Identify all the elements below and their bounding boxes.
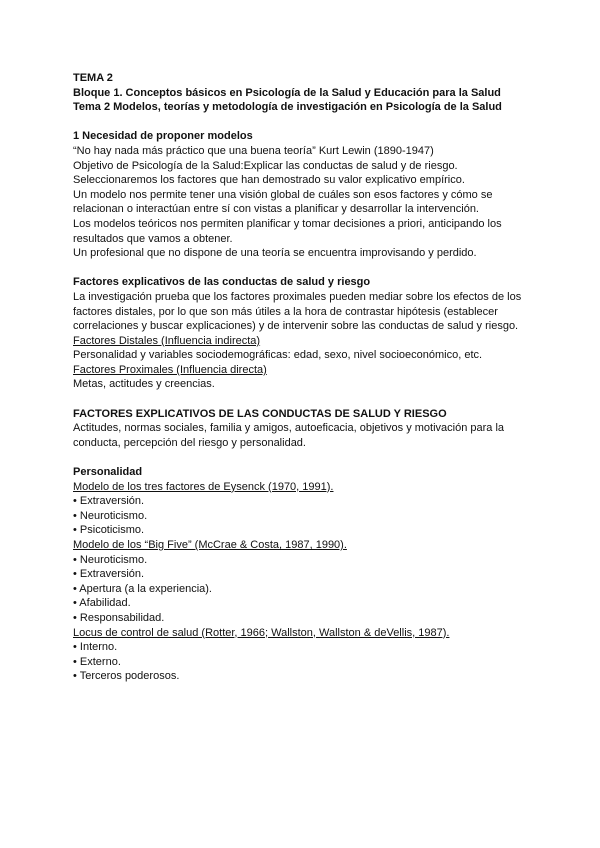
- spacer: [73, 392, 543, 407]
- spacer: [73, 261, 543, 276]
- list-item: • Externo.: [73, 655, 121, 668]
- paragraph-line: factores distales, por lo que son más útiles a la hora de contrastar hipótesis (establecer: [73, 305, 498, 318]
- section-heading-factores-upper: FACTORES EXPLICATIVOS DE LAS CONDUCTAS DE SALUD Y RIESGO: [73, 407, 447, 420]
- list-item: • Responsabilidad.: [73, 611, 165, 624]
- section-heading-modelos: 1 Necesidad de proponer modelos: [73, 130, 253, 143]
- paragraph-line: Un profesional que no dispone de una teoría se encuentra improvisando y perdido.: [73, 247, 477, 260]
- spacer: [73, 450, 543, 465]
- document-body: [73, 71, 543, 684]
- spacer: [73, 115, 543, 130]
- bigfive-label: Modelo de los “Big Five” (McCrae & Costa, 1987, 1990).: [73, 539, 347, 551]
- paragraph-line: relacionan o interactúan entre sí con vistas a planificar y desarrollar la intervención.: [73, 203, 479, 216]
- paragraph-line: “No hay nada más práctico que una buena teoría” Kurt Lewin (1890-1947): [73, 144, 434, 157]
- tema-subtitle: Tema 2 Modelos, teorías y metodología de investigación en Psicología de la Salud: [73, 101, 502, 114]
- paragraph-line: Actitudes, normas sociales, familia y amigos, autoeficacia, objetivos y motivación para la: [73, 422, 505, 435]
- section-heading-personalidad: Personalidad: [73, 466, 143, 479]
- paragraph-line: La investigación prueba que los factores proximales pueden mediar sobre los efectos de los: [73, 290, 522, 303]
- list-item: • Neuroticismo.: [73, 553, 148, 566]
- distales-text: Personalidad y variables sociodemográficas: edad, sexo, nivel socioeconómico, etc.: [73, 349, 483, 362]
- paragraph-line: Seleccionaremos los factores que han demostrado su valor explicativo empírico.: [73, 174, 465, 187]
- list-item: • Interno.: [73, 641, 118, 654]
- distales-label: Factores Distales (Influencia indirecta): [73, 334, 261, 347]
- locus-label: Locus de control de salud (Rotter, 1966; Wallston, Wallston & deVellis, 1987).: [73, 626, 450, 639]
- paragraph-line: Un modelo nos permite tener una visión global de cuáles son esos factores y cómo se: [73, 188, 493, 201]
- bloque-title: Bloque 1. Conceptos básicos en Psicología de la Salud y Educación para la Salud: [73, 86, 501, 99]
- list-item: • Apertura (a la experiencia).: [73, 582, 212, 595]
- paragraph-line: Objetivo de Psicología de la Salud:Explicar las conductas de salud y de riesgo.: [73, 159, 458, 172]
- list-item: • Psicoticismo.: [73, 524, 145, 537]
- section-heading-factores: Factores explicativos de las conductas de salud y riesgo: [73, 276, 371, 289]
- paragraph-line: resultados que vamos a obtener.: [73, 232, 233, 245]
- paragraph-line: Los modelos teóricos nos permiten planificar y tomar decisiones a priori, anticipando los: [73, 217, 502, 230]
- paragraph-line: correlaciones y buscar explicaciones) y de intervenir sobre las conductas de salud y riesgo.: [73, 320, 519, 333]
- eysenck-label: Modelo de los tres factores de Eysenck (1970, 1991).: [73, 480, 334, 493]
- paragraph-line: conducta, percepción del riesgo y personalidad.: [73, 436, 306, 449]
- proximales-text: Metas, actitudes y creencias.: [73, 378, 215, 391]
- list-item: • Neuroticismo.: [73, 509, 148, 522]
- proximales-label: Factores Proximales (Influencia directa): [73, 363, 267, 376]
- list-item: • Extraversión.: [73, 568, 145, 581]
- tema-title: TEMA 2: [73, 72, 113, 84]
- list-item: • Extraversión.: [73, 495, 145, 508]
- list-item: • Terceros poderosos.: [73, 670, 180, 683]
- list-item: • Afabilidad.: [73, 597, 131, 610]
